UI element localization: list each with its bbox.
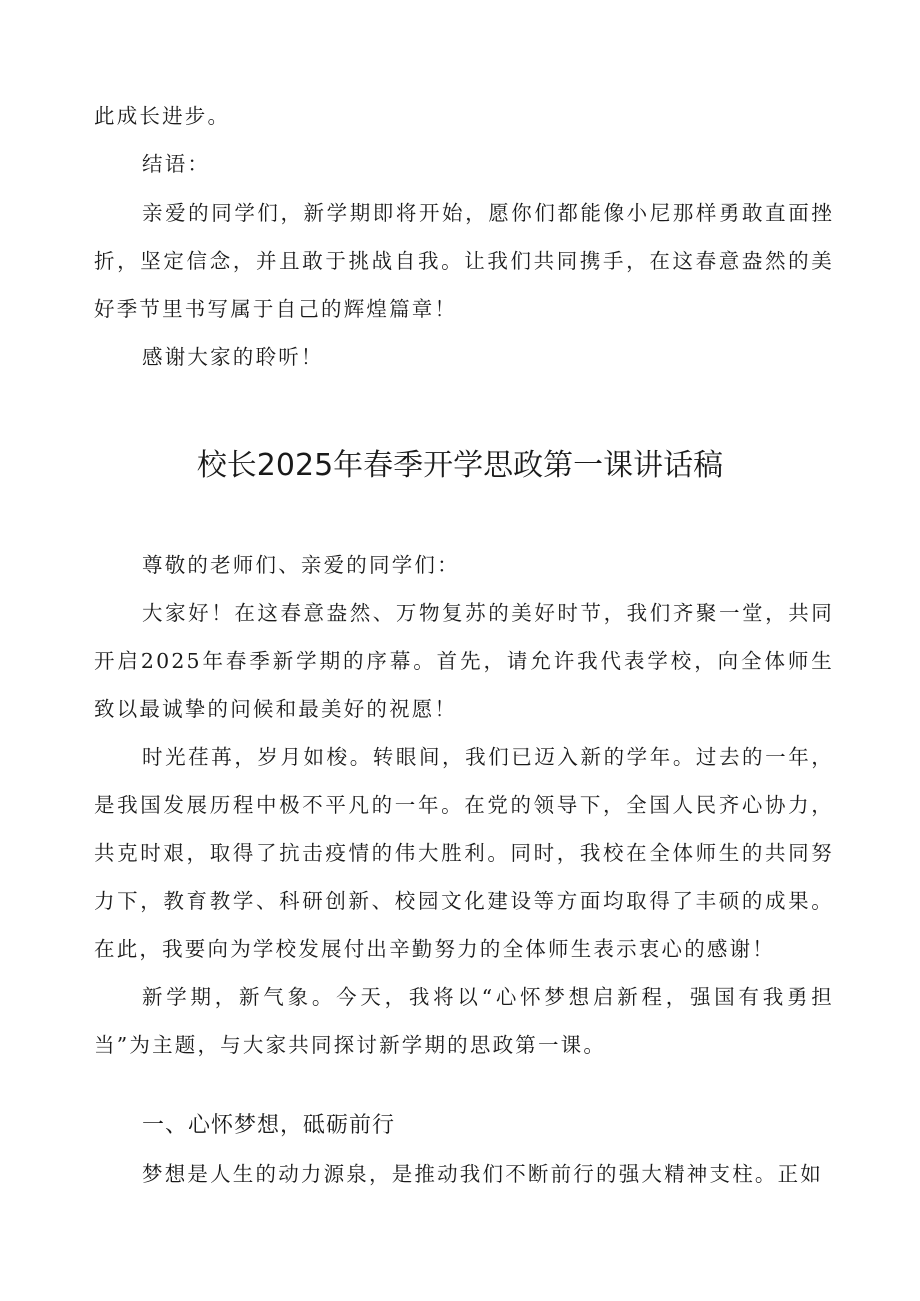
paragraph-theme: 新学期，新气象。今天，我将以“心怀梦想启新程，强国有我勇担当”为主题，与大家共同探讨新学期的思政第一课。 bbox=[94, 985, 834, 1057]
paragraph-conclusion-label: 结语： bbox=[142, 152, 211, 176]
document-title: 校长2025年春季开学思政第一课讲话稿 bbox=[196, 448, 724, 483]
paragraph-greeting: 尊敬的老师们、亲爱的同学们： bbox=[142, 553, 460, 577]
paragraph-thanks: 感谢大家的聆听！ bbox=[142, 345, 324, 369]
paragraph-review: 时光荏苒，岁月如梭。转眼间，我们已迈入新的学年。过去的一年，是我国发展历程中极不平凡的一年。在党的领导下，全国人民齐心协力，共克时艰，取得了抗击疫情的伟大胜利。同时，我校在全体师生的共同努力下，教育教学、科研创新、校园文化建设等方面均取得了丰硕的成果。在此，我要向为学校发展付出辛勤努力的全体师生表示衷心的感谢！ bbox=[94, 745, 834, 961]
paragraph-conclusion: 亲爱的同学们，新学期即将开始，愿你们都能像小尼那样勇敢直面挫折，坚定信念，并且敢于挑战自我。让我们共同携手，在这春意盎然的美好季节里书写属于自己的辉煌篇章！ bbox=[94, 201, 834, 321]
section-heading-1: 一、心怀梦想，砥砺前行 bbox=[142, 1113, 396, 1138]
paragraph-dream: 梦想是人生的动力源泉，是推动我们不断前行的强大精神支柱。正如 bbox=[142, 1162, 823, 1186]
paragraph-continued: 此成长进步。 bbox=[94, 104, 231, 128]
paragraph-intro: 大家好！在这春意盎然、万物复苏的美好时节，我们齐聚一堂，共同开启2025年春季新学期的序幕。首先，请允许我代表学校，向全体师生致以最诚挚的问候和最美好的祝愿！ bbox=[94, 601, 834, 721]
